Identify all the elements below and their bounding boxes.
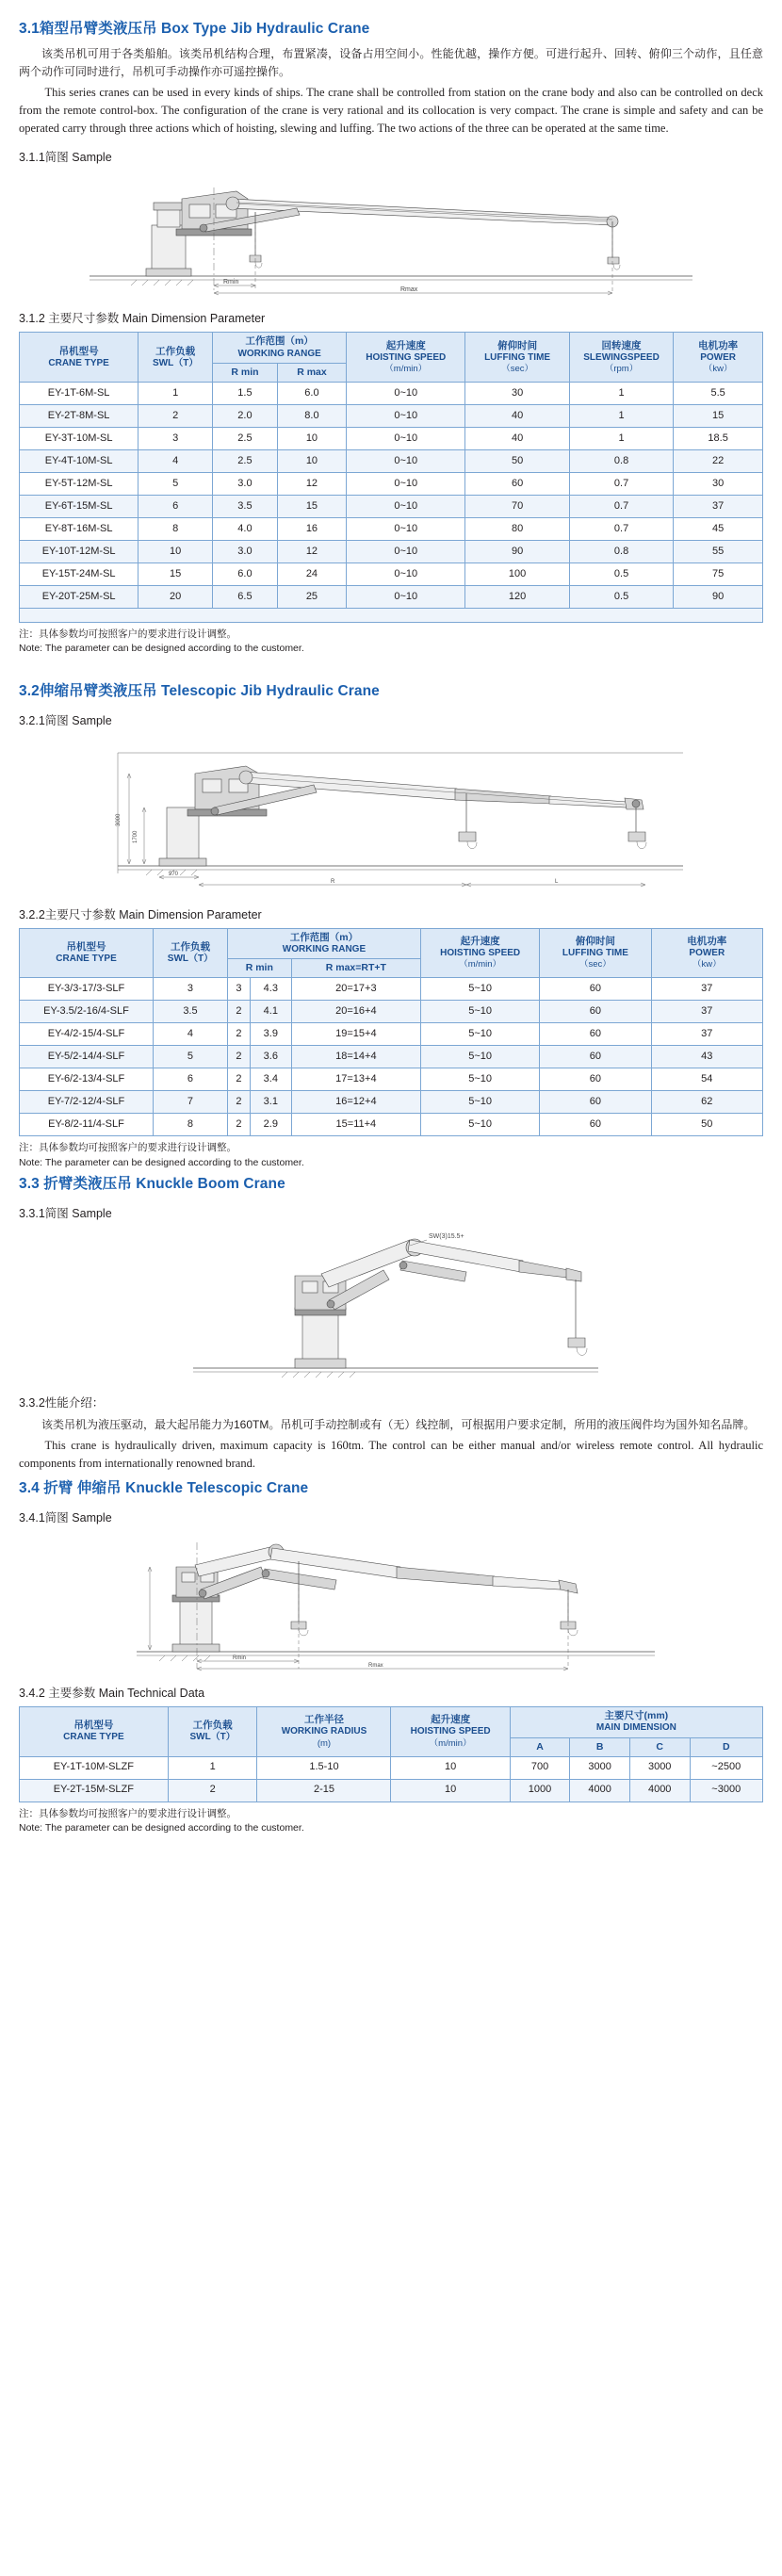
section-title-3-3-2: 3.3.2性能介绍： xyxy=(19,1395,105,1410)
figure-label-rmin-2: Rmin xyxy=(233,1655,247,1661)
table-row: EY-10T-12M-SL 10 3.0 12 0~10 90 0.8 55 xyxy=(20,541,763,563)
th2-power: 电机功率 POWER （kw） xyxy=(651,928,762,978)
table-row: EY-2T-15M-SLZF 2 2-15 10 1000 4000 4000 ~3000 xyxy=(20,1779,763,1802)
figure-title-3-4-1: 3.4.1简图 Sample xyxy=(19,1510,112,1524)
table-main-technical-data xyxy=(19,1706,763,1802)
th-power: 电机功率 POWER （kw） xyxy=(674,333,763,383)
table-row: EY-6/2-13/4-SLF 6 2 3.4 17=13+4 5~10 60 54 xyxy=(20,1068,763,1091)
figure-label-rmax: Rmax xyxy=(400,286,418,294)
figure-label-r: R xyxy=(331,878,335,885)
th3-crane-type: 吊机型号 CRANE TYPE xyxy=(20,1706,169,1756)
th3-a: A xyxy=(510,1737,570,1756)
section-3-3-paragraph-cn: 该类吊机为液压驱动，最大起吊能力为160TM。吊机可手动控制或有（无）线控制，可根据用户要求定制，所用的液压阀件均为国外知名品牌。 xyxy=(41,1417,756,1431)
table-title-3-2-2: 3.2.2主要尺寸参数 Main Dimension Parameter xyxy=(19,907,262,921)
table-note-1: 注：具体参数均可按照客户的要求进行设计调整。 Note: The parameter can be designed according to the customer. xyxy=(19,628,304,655)
th-working-range: 工作范围（m） WORKING RANGE xyxy=(213,333,347,364)
figure-label-l: L xyxy=(555,878,559,885)
th2-hoisting-speed: 起升速度 HOISTING SPEED （m/min） xyxy=(421,928,540,978)
section-3-1-paragraph-en: This series cranes can be used in every kinds of ships. The crane shall be controlled from station on the crane body and also can be controlled on deck from the remote control-box. The configuration of the crane is very rational and its collocation is very compact. The crane is simple and safety and can be operated carry through three actions which of hoisting, slewing and luffing. The two actions of the three can be operated at the same time. xyxy=(19,86,763,135)
th3-working-radius: 工作半径 WORKING RADIUS (m) xyxy=(257,1706,391,1756)
th2-crane-type: 吊机型号 CRANE TYPE xyxy=(20,928,154,978)
th-crane-type: 吊机型号 CRANE TYPE xyxy=(20,333,138,383)
th3-b: B xyxy=(570,1737,630,1756)
figure-title-3-2-1: 3.2.1简图 Sample xyxy=(19,713,112,727)
section-title-3-2: 3.2伸缩吊臂类液压吊 Telescopic Jib Hydraulic Crane xyxy=(19,682,380,699)
th2-r-max: R max=RT+T xyxy=(291,959,420,978)
table-row: EY-5T-12M-SL 5 3.0 12 0~10 60 0.7 30 xyxy=(20,473,763,496)
table-row-blank xyxy=(20,609,763,623)
figure-3-3-1-knuckle-boom-crane xyxy=(19,1227,763,1382)
table-row: EY-1T-6M-SL 1 1.5 6.0 0~10 30 1 5.5 xyxy=(20,383,763,405)
figure-label-height-2: 1700 xyxy=(133,830,138,843)
table-main-dimension-parameter-1 xyxy=(19,332,763,623)
th-r-min: R min xyxy=(213,364,278,383)
th3-c: C xyxy=(629,1737,690,1756)
section-title-3-3: 3.3 折臂类液压吊 Knuckle Boom Crane xyxy=(19,1175,285,1192)
table-row: EY-8T-16M-SL 8 4.0 16 0~10 80 0.7 45 xyxy=(20,518,763,541)
th3-main-dimension: 主要尺寸(mm) MAIN DIMENSION xyxy=(510,1706,762,1737)
figure-title-3-3-1: 3.3.1简图 Sample xyxy=(19,1206,112,1220)
figure-title-3-1-1: 3.1.1简图 Sample xyxy=(19,151,112,165)
section-title-3-1: 3.1箱型吊臂类液压吊 Box Type Jib Hydraulic Crane xyxy=(19,21,370,37)
table-title-3-4-2: 3.4.2 主要参数 Main Technical Data xyxy=(19,1686,205,1700)
table-row: EY-5/2-14/4-SLF 5 2 3.6 18=14+4 5~10 60 43 xyxy=(20,1046,763,1068)
th-slewing-speed: 回转速度 SLEWINGSPEED （rpm） xyxy=(569,333,673,383)
figure-label-swl: SW(3)15.5+ xyxy=(429,1232,464,1240)
th3-d: D xyxy=(690,1737,763,1756)
table-row: EY-8/2-11/4-SLF 8 2 2.9 15=11+4 5~10 60 50 xyxy=(20,1114,763,1136)
section-3-3-paragraph-en: This crane is hydraulically driven, maximum capacity is 160tm. The control can be either manual and/or wireless remote control. All hydraulic components from internationally renowned brand. xyxy=(19,1439,763,1471)
th2-working-range: 工作范围（m） WORKING RANGE xyxy=(227,928,420,959)
th2-luffing-time: 俯仰时间 LUFFING TIME （sec） xyxy=(540,928,651,978)
th-swl: 工作负载 SWL（T） xyxy=(138,333,213,383)
table-row: EY-2T-8M-SL 2 2.0 8.0 0~10 40 1 15 xyxy=(20,405,763,428)
page-marker xyxy=(19,670,763,679)
table-row: EY-3T-10M-SL 3 2.5 10 0~10 40 1 18.5 xyxy=(20,428,763,450)
th3-hoisting-speed: 起升速度 HOISTING SPEED （m/min） xyxy=(391,1706,510,1756)
figure-3-1-1-box-type-jib-crane xyxy=(19,171,763,298)
table-row: EY-15T-24M-SL 15 6.0 24 0~10 100 0.5 75 xyxy=(20,563,763,586)
th2-swl: 工作负载 SWL（T） xyxy=(154,928,228,978)
table-main-dimension-parameter-2 xyxy=(19,928,763,1137)
table-note-3: 注：具体参数均可按照客户的要求进行设计调整。 Note: The parameter can be designed according to the customer. xyxy=(19,1807,304,1834)
table-row: EY-20T-25M-SL 20 6.5 25 0~10 120 0.5 90 xyxy=(20,586,763,609)
section-3-1-paragraph-cn: 该类吊机可用于各类船舶。该类吊机结构合理，布置紧凑，设备占用空间小。性能优越，操作方便。可进行起升、回转、俯仰三个动作，且任意两个动作可同时进行，吊机可手动操作亦可遥控操作。 xyxy=(19,47,763,78)
table-row: EY-3/3-17/3-SLF 3 3 4.3 20=17+3 5~10 60 37 xyxy=(20,978,763,1001)
figure-3-2-1-telescopic-jib-crane xyxy=(19,734,763,894)
table-note-2: 注：具体参数均可按照客户的要求进行设计调整。 Note: The parameter can be designed according to the customer. xyxy=(19,1142,304,1168)
table-row: EY-6T-15M-SL 6 3.5 15 0~10 70 0.7 37 xyxy=(20,496,763,518)
figure-label-height-1: 3000 xyxy=(116,813,122,826)
table-title-3-1-2: 3.1.2 主要尺寸参数 Main Dimension Parameter xyxy=(19,312,266,326)
figure-label-rmax-2: Rmax xyxy=(368,1662,383,1669)
figure-3-4-1-knuckle-telescopic-crane xyxy=(19,1531,763,1672)
table-row: EY-3.5/2-16/4-SLF 3.5 2 4.1 20=16+4 5~10 60 37 xyxy=(20,1001,763,1023)
th2-r-min: R min xyxy=(227,959,291,978)
figure-label-rmin: Rmin xyxy=(223,279,239,286)
th-luffing-time: 俯仰时间 LUFFING TIME （sec） xyxy=(465,333,569,383)
table-row: EY-7/2-12/4-SLF 7 2 3.1 16=12+4 5~10 60 62 xyxy=(20,1091,763,1114)
th-hoisting-speed: 起升速度 HOISTING SPEED （m/min） xyxy=(347,333,465,383)
table-row: EY-4T-10M-SL 4 2.5 10 0~10 50 0.8 22 xyxy=(20,450,763,473)
th-r-max: R max xyxy=(277,364,346,383)
table-row: EY-4/2-15/4-SLF 4 2 3.9 19=15+4 5~10 60 37 xyxy=(20,1023,763,1046)
section-title-3-4: 3.4 折臂 伸缩吊 Knuckle Telescopic Crane xyxy=(19,1479,309,1496)
th3-swl: 工作负载 SWL（T） xyxy=(168,1706,257,1756)
table-row: EY-1T-10M-SLZF 1 1.5-10 10 700 3000 3000 ~2500 xyxy=(20,1756,763,1779)
figure-label-base: 970 xyxy=(169,871,179,877)
